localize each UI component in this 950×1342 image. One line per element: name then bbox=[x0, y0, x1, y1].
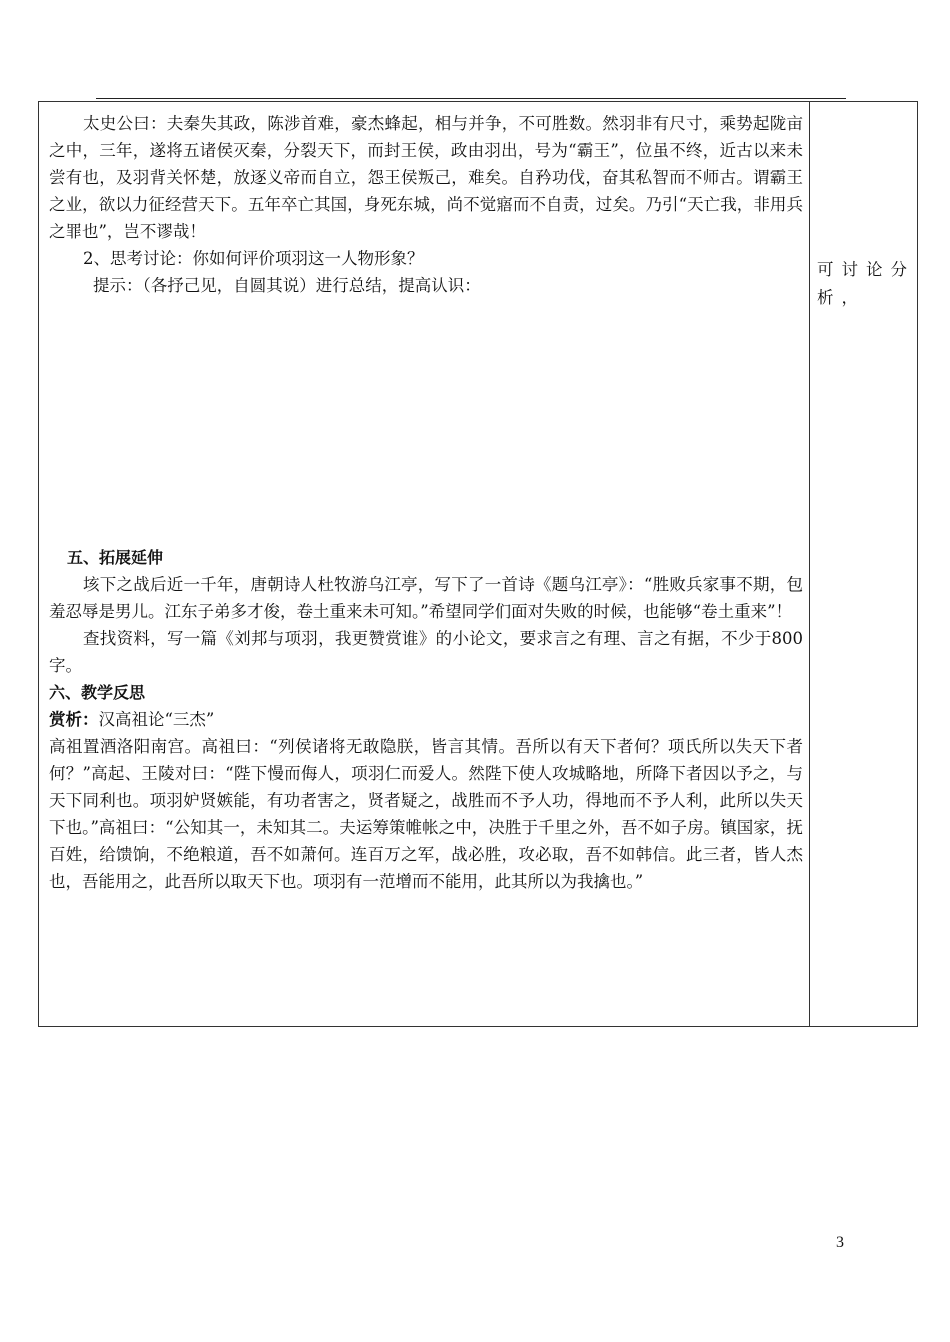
appreciation-body: 高祖置酒洛阳南宫。高祖曰：“列侯诸将无敢隐朕，皆言其情。吾所以有天下者何？项氏所以失天下者何？”高起、王陵对曰：“陛下慢而侮人，项羽仁而爱人。然陛下使人攻城略地，所降下者因以予之，与天下同利也。项羽妒贤嫉能，有功者害之，贤者疑之，战胜而不予人功，得地而不予人利，此所以失天下也。”高祖曰：“公知其一，未知其二。夫运筹策帷帐之中，决胜于千里之外，吾不如子房。镇国家，抚百姓，给馈饷，不绝粮道，吾不如萧何。连百万之军，战必胜，攻必取，吾不如韩信。此三者，皆人杰也，吾能用之，此吾所以取天下也。项羽有一范增而不能用，此其所以为我擒也。” bbox=[49, 737, 803, 891]
section5-paragraph-essay: 查找资料，写一篇《刘邦与项羽，我更赞赏谁》的小论文，要求言之有理、言之有据，不少于800字。 bbox=[49, 629, 803, 675]
answer-space bbox=[49, 299, 803, 544]
appreciation-title: 汉高祖论“三杰” bbox=[98, 710, 215, 729]
main-content-cell bbox=[49, 110, 803, 895]
section5-heading: 五、拓展延伸 bbox=[67, 548, 164, 567]
header-rule bbox=[96, 98, 846, 99]
discussion-hint: 提示：（各抒己见，自圆其说）进行总结，提高认识： bbox=[93, 276, 481, 295]
section5-paragraph-poem: 垓下之战后近一千年，唐朝诗人杜牧游乌江亭，写下了一首诗《题乌江亭》：“胜败兵家事不期，包羞忍辱是男儿。江东子弟多才俊，卷土重来未可知。”希望同学们面对失败的时候，也能够“卷土重来”！ bbox=[49, 575, 803, 621]
appreciation-line bbox=[49, 706, 803, 733]
appreciation-label: 赏析： bbox=[49, 710, 99, 729]
discussion-question: 2、思考讨论：你如何评价项羽这一人物形象？ bbox=[83, 249, 424, 268]
taishigong-passage: 太史公曰：夫秦失其政，陈涉首难，豪杰蜂起，相与并争，不可胜数。然羽非有尺寸，乘势起陇亩之中，三年，遂将五诸侯灭秦，分裂天下，而封王侯，政由羽出，号为“霸王”，位虽不终，近古以来未尝有也，及羽背关怀楚，放逐义帝而自立，怨王侯叛己，难矣。自矜功伐，奋其私智而不师古。谓霸王之业，欲以力征经营天下。五年卒亡其国，身死东城，尚不觉寤而不自责，过矣。乃引“天亡我，非用兵之罪也”，岂不谬哉！ bbox=[49, 114, 803, 241]
section6-heading: 六、教学反思 bbox=[49, 683, 146, 702]
lesson-table bbox=[38, 101, 918, 1027]
page-number: 3 bbox=[836, 1234, 844, 1251]
column-divider bbox=[809, 102, 810, 1026]
side-note: 可讨论分析， bbox=[817, 260, 915, 307]
